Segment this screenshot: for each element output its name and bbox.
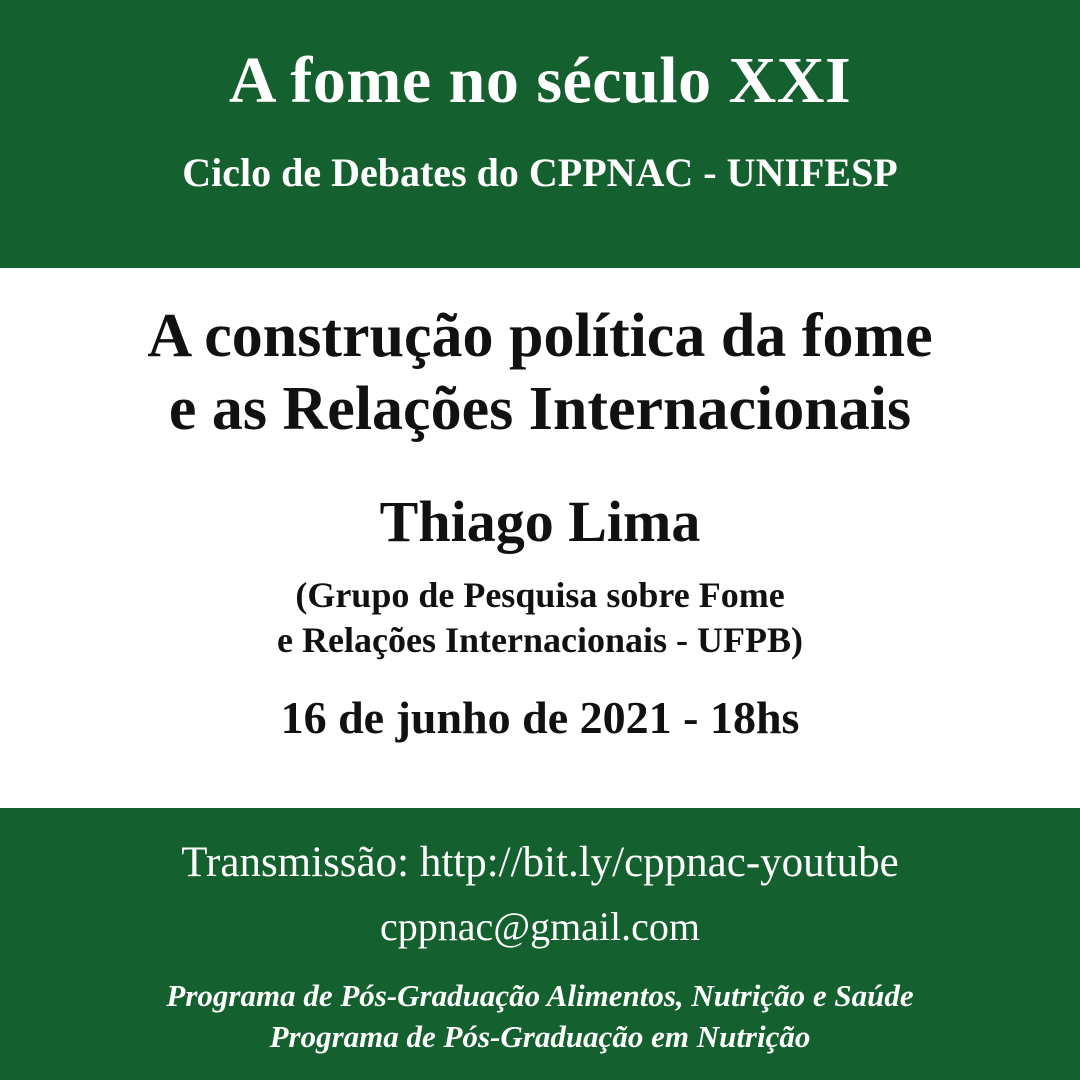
speaker-name: Thiago Lima (379, 489, 701, 555)
speaker-affiliation (277, 573, 803, 663)
event-date: 16 de junho de 2021 - 18hs (280, 692, 800, 744)
talk-title-line-1: A construção política da fome (147, 302, 933, 370)
program-item: Programa de Pós-Graduação em Nutrição (269, 1018, 811, 1054)
broadcast-link[interactable]: Transmissão: http://bit.ly/cppnac-youtube (181, 839, 899, 886)
contact-email[interactable]: cppnac@gmail.com (379, 904, 701, 949)
poster-header (0, 0, 1080, 268)
talk-title (117, 300, 962, 446)
program-list (166, 976, 913, 1058)
poster-main (0, 268, 1080, 808)
poster-footer (0, 808, 1080, 1080)
talk-title-line-2: e as Relações Internacionais (168, 375, 912, 444)
series-subtitle: Ciclo de Debates do CPPNAC - UNIFESP (182, 150, 898, 196)
program-item: Programa de Pós-Graduação Alimentos, Nutrição e Saúde (166, 978, 914, 1013)
series-title: A fome no século XXI (228, 44, 852, 117)
affiliation-line-2: e Relações Internacionais - UFPB) (277, 620, 803, 661)
affiliation-line-1: (Grupo de Pesquisa sobre Fome (295, 575, 785, 616)
